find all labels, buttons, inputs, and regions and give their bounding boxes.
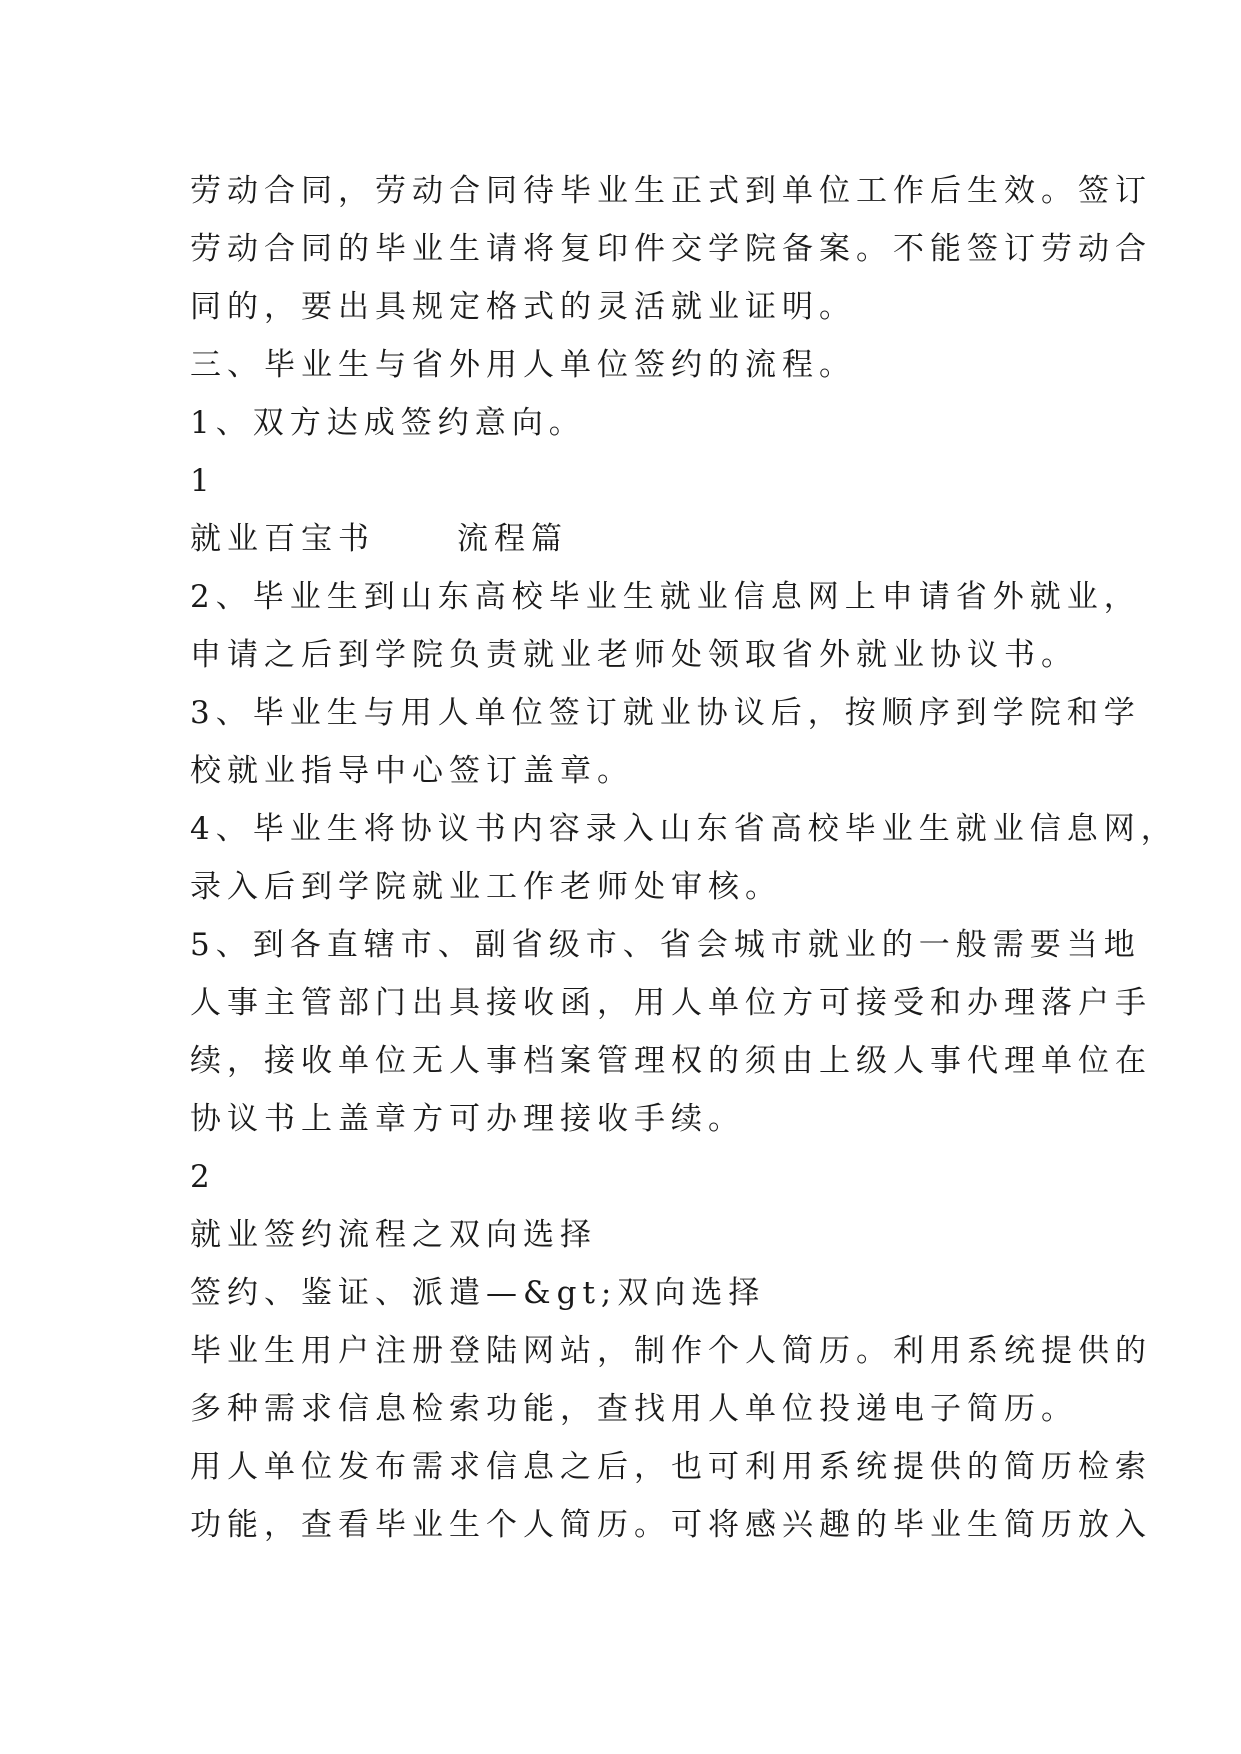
section-heading: 就业签约流程之双向选择 xyxy=(190,1217,597,1253)
text-line: 续，接收单位无人事档案管理权的须由上级人事代理单位在 xyxy=(190,1043,1152,1079)
header-left: 就业百宝书 xyxy=(190,521,375,557)
page-number: 1 xyxy=(190,463,216,499)
list-item: 4、毕业生将协议书内容录入山东省高校毕业生就业信息网， xyxy=(190,811,1178,847)
document-body xyxy=(190,162,1178,1554)
running-header xyxy=(190,510,1070,568)
text-line: 录入后到学院就业工作老师处审核。 xyxy=(190,869,782,905)
text-line: 毕业生用户注册登陆网站，制作个人简历。利用系统提供的 xyxy=(190,1333,1152,1369)
header-right: 流程篇 xyxy=(457,521,568,557)
list-item: 3、毕业生与用人单位签订就业协议后，按顺序到学院和学 xyxy=(190,695,1141,731)
list-item: 1、双方达成签约意向。 xyxy=(190,405,586,441)
text-line: 人事主管部门出具接收函，用人单位方可接受和办理落户手 xyxy=(190,985,1152,1021)
text-line: 劳动合同的毕业生请将复印件交学院备案。不能签订劳动合 xyxy=(190,231,1152,267)
text-line: 多种需求信息检索功能，查找用人单位投递电子简历。 xyxy=(190,1391,1078,1427)
text-line: 劳动合同，劳动合同待毕业生正式到单位工作后生效。签订 xyxy=(190,173,1152,209)
text-line: 功能，查看毕业生个人简历。可将感兴趣的毕业生简历放入 xyxy=(190,1507,1152,1543)
list-item: 5、到各直辖市、副省级市、省会城市就业的一般需要当地 xyxy=(190,927,1141,963)
text-line: 用人单位发布需求信息之后，也可利用系统提供的简历检索 xyxy=(190,1449,1152,1485)
section-heading: 三、毕业生与省外用人单位签约的流程。 xyxy=(190,347,856,383)
text-line: 同的，要出具规定格式的灵活就业证明。 xyxy=(190,289,856,325)
text-line: 协议书上盖章方可办理接收手续。 xyxy=(190,1101,745,1137)
text-line: 校就业指导中心签订盖章。 xyxy=(190,753,634,789)
text-line: 申请之后到学院负责就业老师处领取省外就业协议书。 xyxy=(190,637,1078,673)
list-item: 2、毕业生到山东高校毕业生就业信息网上申请省外就业， xyxy=(190,579,1141,615)
page-number: 2 xyxy=(190,1159,216,1195)
section-subheading: 签约、鉴证、派遣—&gt;双向选择 xyxy=(190,1275,766,1311)
